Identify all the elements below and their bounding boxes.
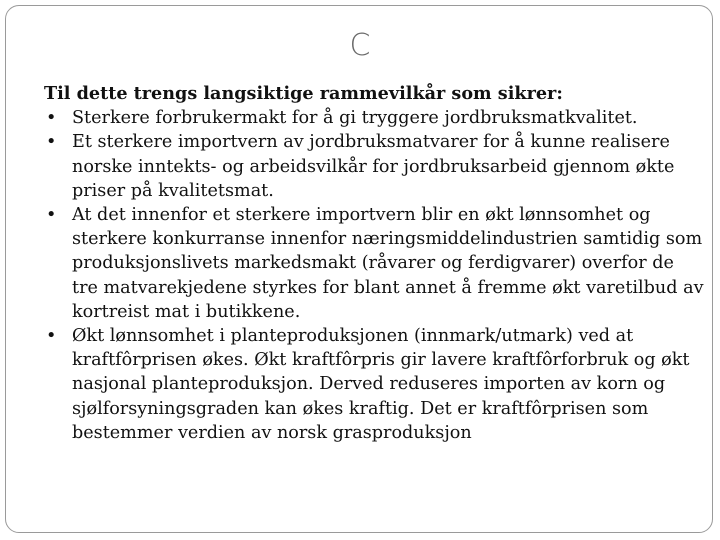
bullet-icon: •: [46, 205, 57, 226]
bullet-item: [44, 130, 704, 203]
bullet-text: At det innenfor et sterkere importvern blir en økt lønnsomhet og sterkere konkurranse innenfor næringsmiddelindustrien samtidig som produksjonslivets markedsmakt (råvarer og ferdigvarer) overfor de tre matvarekjedene styrkes for blant annet å fremme økt varetilbud av kortreist mat i butikkene.: [72, 205, 704, 322]
bullet-list: [44, 106, 704, 445]
bullet-item: [44, 203, 704, 324]
bullet-text: Sterkere forbrukermakt for å gi tryggere jordbruksmatkvalitet.: [72, 108, 638, 129]
bullet-item: [44, 106, 704, 130]
slide-title: C: [349, 28, 371, 63]
bullet-icon: •: [46, 326, 57, 347]
bullet-text: Økt lønnsomhet i planteproduksjonen (innmark/utmark) ved at kraftfôrprisen økes. Økt kraftfôrpris gir lavere kraftfôrforbruk og økt nasjonal planteproduksjon. Derved reduseres importen av korn og sjølforsyningsgraden kan økes kraftig. Det er kraftfôrprisen som bestemmer verdien av norsk grasproduksjon: [72, 326, 690, 443]
bullet-text: Et sterkere importvern av jordbruksmatvarer for å kunne realisere norske inntekts- og arbeidsvilkår for jordbruksarbeid gjennom økte priser på kvalitetsmat.: [72, 132, 675, 201]
bullet-item: [44, 324, 704, 445]
bullet-icon: •: [46, 108, 57, 129]
bullet-icon: •: [46, 132, 57, 153]
lead-text: Til dette trengs langsiktige rammevilkår som sikrer:: [44, 83, 563, 104]
slide-body: [44, 82, 704, 445]
